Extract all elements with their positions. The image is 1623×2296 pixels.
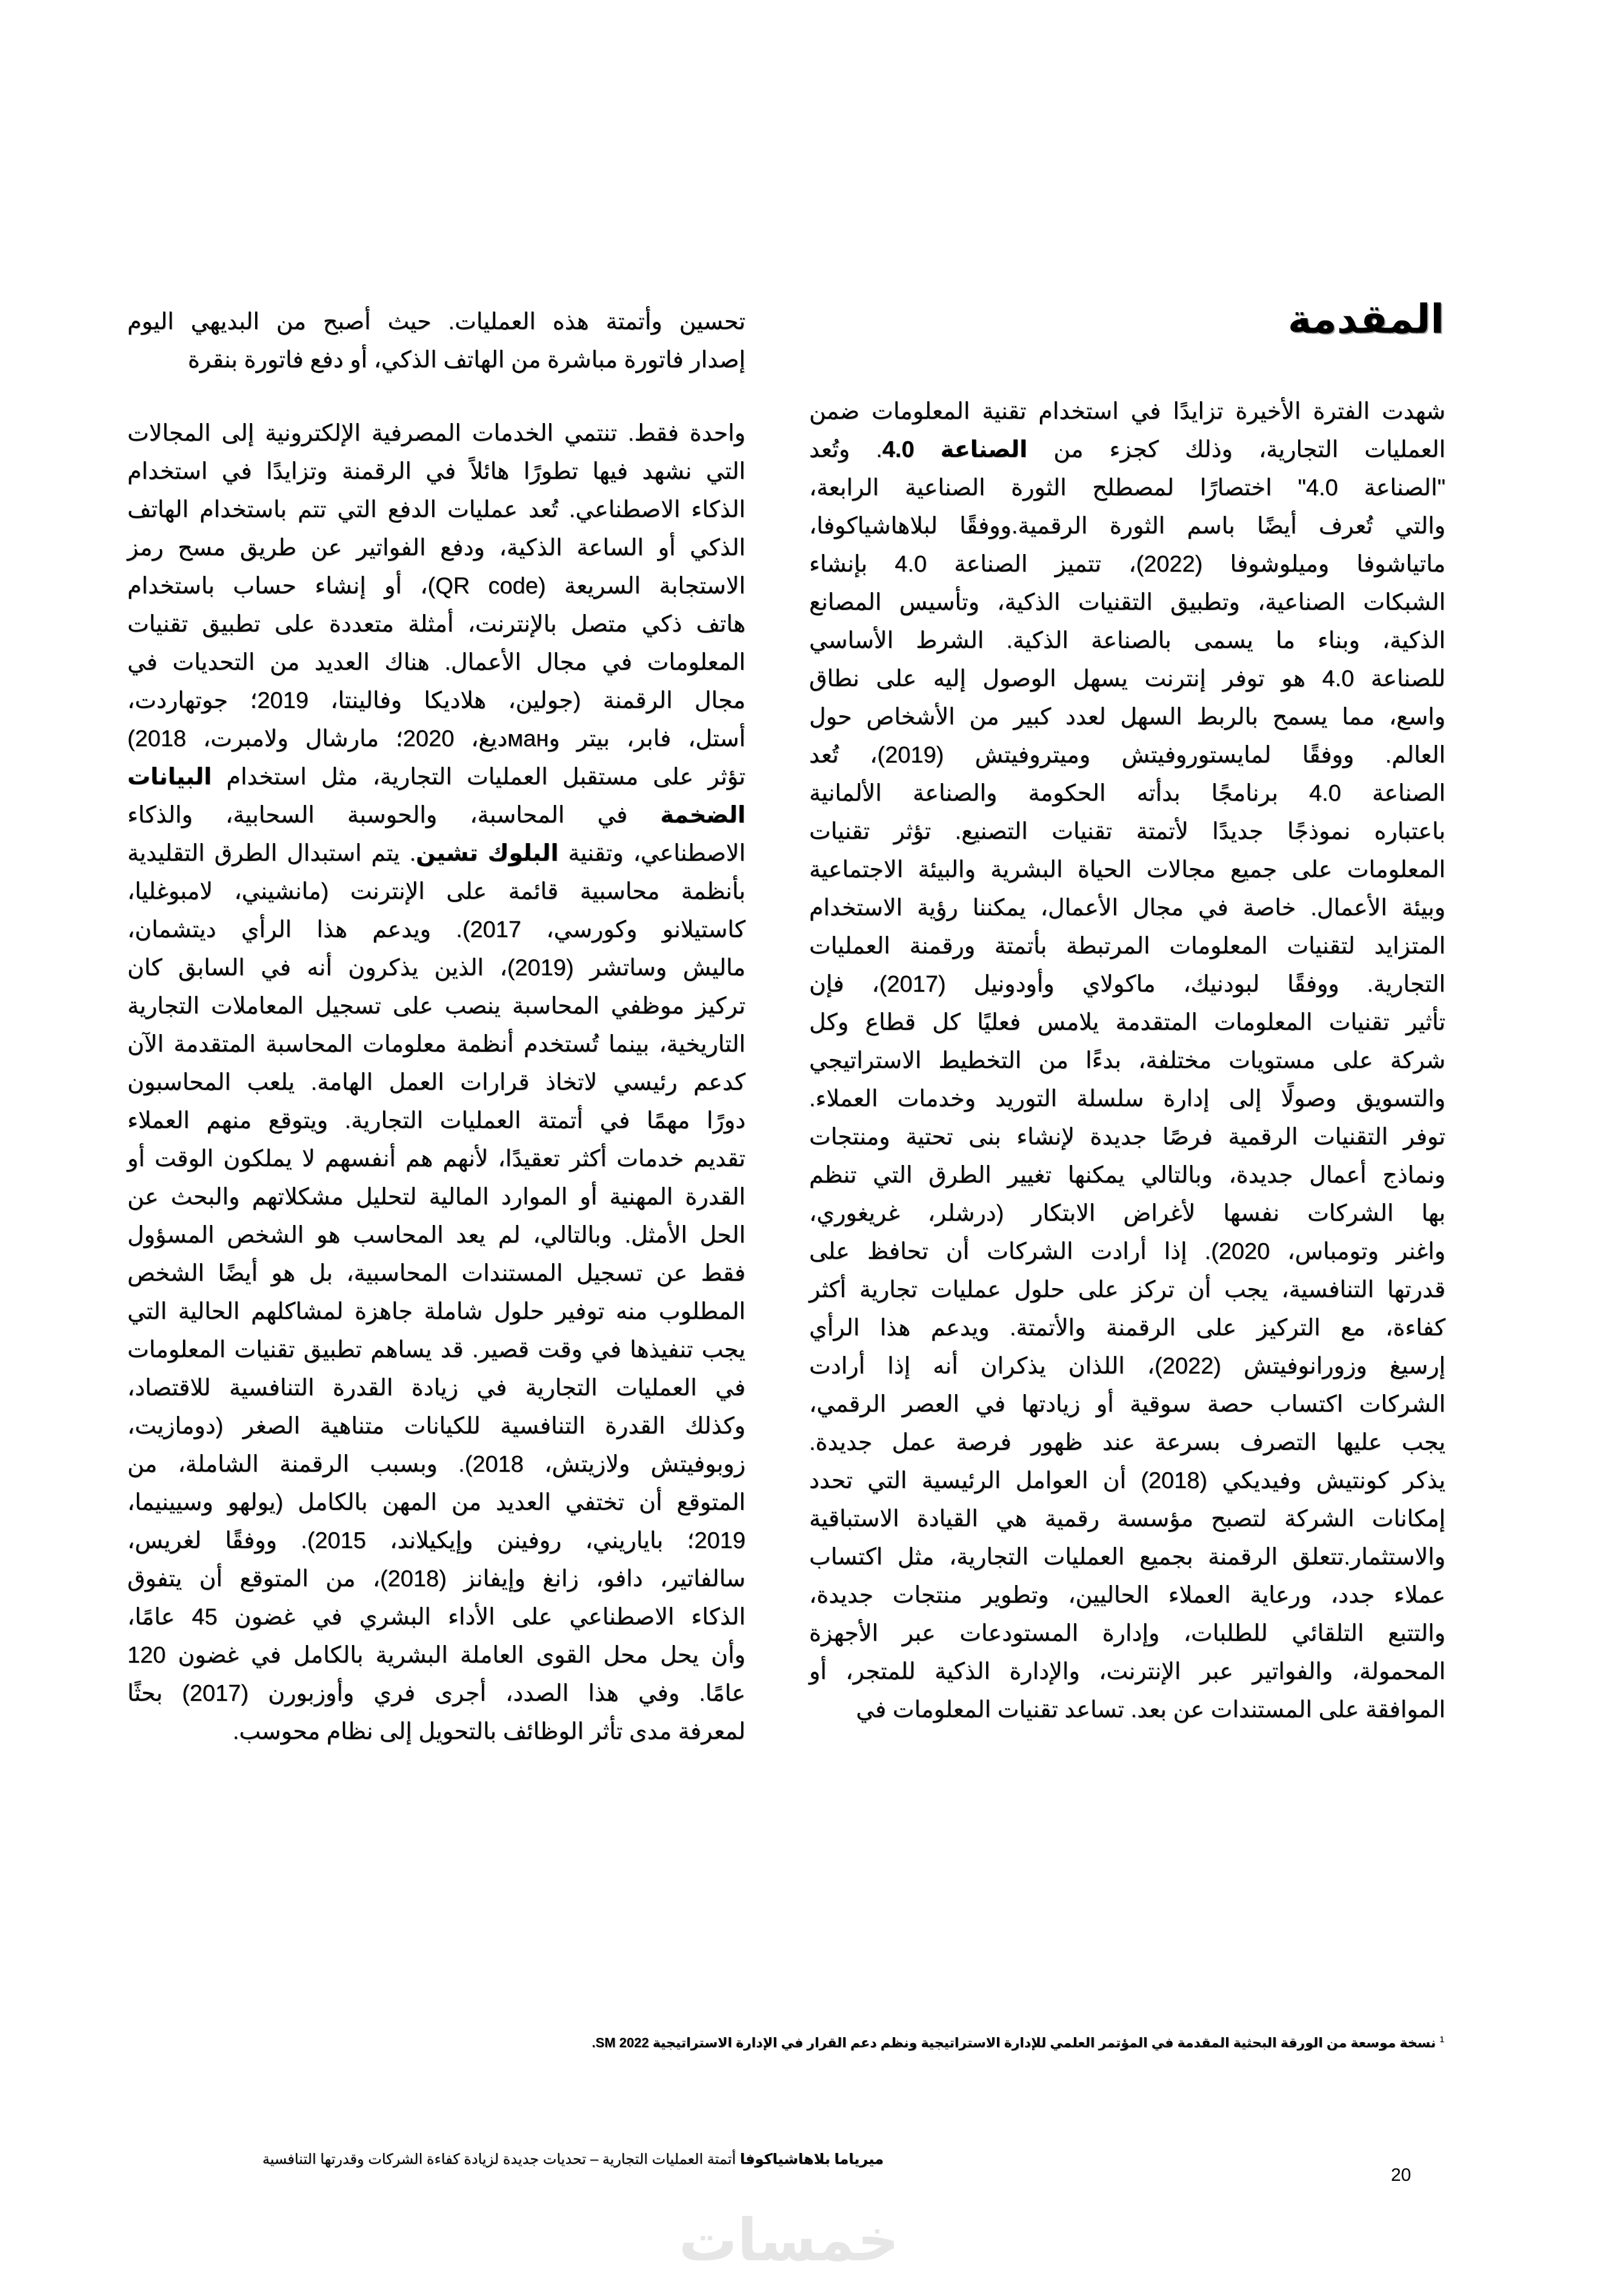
left-column-top bbox=[127, 303, 745, 379]
text-line: زوبوفيتش ولازيتش، 2018). وبسبب الرقمنة الشاملة، من bbox=[127, 1452, 746, 1477]
text-line: تأثير تقنيات المعلومات المتقدمة يلامس فعليًا كل قطاع وكل bbox=[809, 1010, 1445, 1035]
text-line: بها الشركات نفسها لأغراض الابتكار (درشلر، غريغوري، bbox=[809, 1201, 1445, 1226]
text-line: يجب تنفيذها في وقت قصير. قد يساهم تطبيق تقنيات المعلومات bbox=[127, 1337, 745, 1363]
text-line: عملاء جدد، ورعاية العملاء الحاليين، وتطوير منتجات جديدة، bbox=[809, 1583, 1445, 1608]
text-line: عامًا. وفي هذا الصدد، أجرى فري وأوزبورن (2017) بحثًا bbox=[127, 1681, 745, 1706]
text-line: مجال الرقمنة (جولين، هلاديكا وفالينتا، 2019؛ جوتهاردت، bbox=[127, 688, 745, 713]
text-line: "الصناعة 4.0" اختصارًا لمصطلح الثورة الصناعية الرابعة، bbox=[809, 475, 1445, 501]
text-line: سالفاتير، دافو، زانغ وإيفانز (2018)، من المتوقع أن يتفوق bbox=[127, 1566, 745, 1592]
text-line: الموافقة على المستندات عن بعد. تساعد تقنيات المعلومات في bbox=[856, 1697, 1445, 1723]
text-line: الضخمة في المحاسبة، والحوسبة السحابية، والذكاء bbox=[127, 803, 745, 828]
text-line: توفر التقنيات الرقمية فرصًا جديدة لإنشاء بنى تحتية ومنتجات bbox=[809, 1124, 1445, 1150]
text-line: شهدت الفترة الأخيرة تزايدًا في استخدام تقنية المعلومات ضمن bbox=[809, 399, 1445, 424]
footnote bbox=[592, 2034, 1444, 2051]
text-line: الحل الأمثل. وبالتالي، لم يعد المحاسب هو الشخص المسؤول bbox=[127, 1223, 745, 1248]
text-line: التي نشهد فيها تطورًا هائلاً في الرقمنة وتزايدًا في استخدام bbox=[127, 459, 745, 484]
text-line: ماليش وساتشر (2019)، الذين يذكرون أنه في السابق كان bbox=[127, 955, 745, 981]
text-line: التجارية. ووفقًا لبودنيك، ماكولاي وأودونيل (2017)، فإن bbox=[809, 972, 1445, 997]
text-line: كاستيلانو وكورسي، 2017). ويدعم هذا الرأي ديتشمان، bbox=[127, 917, 746, 943]
text-line: تركيز موظفي المحاسبة ينصب على تسجيل المعاملات التجارية bbox=[127, 993, 745, 1019]
footnote-marker: 1 bbox=[1439, 2034, 1444, 2044]
text-line: والاستثمار.تتعلق الرقمنة بجميع العمليات التجارية، مثل اكتساب bbox=[809, 1544, 1445, 1570]
text-line: الذكي أو الساعة الذكية، ودفع الفواتير عن طريق مسح رمز bbox=[127, 535, 745, 561]
page-number: 20 bbox=[1391, 2165, 1411, 2185]
text-line: المتزايد لتقنيات المعلومات المرتبطة بأتمتة ورقمنة العمليات bbox=[809, 933, 1445, 959]
footnote-text: نسخة موسعة من الورقة البحثية المقدمة في المؤتمر العلمي للإدارة الاستراتيجية ونظم دعم القرار في الإدارة الاستراتيجية SM 2022. bbox=[592, 2035, 1436, 2051]
text-line: الاصطناعي، وتقنية البلوك تشين. يتم استبدال الطرق التقليدية bbox=[127, 841, 745, 866]
right-column bbox=[809, 393, 1445, 1729]
text-line: الذكية، وبناء ما يسمى بالصناعة الذكية. الشرط الأساسي bbox=[809, 628, 1445, 653]
text-line: تؤثر على مستقبل العمليات التجارية، مثل استخدام البيانات bbox=[127, 764, 745, 790]
text-line: الذكاء الاصطناعي على الأداء البشري في غضون 45 عامًا، bbox=[127, 1604, 746, 1630]
text-line: واسع، مما يسمح بالربط السهل لعدد كبير من الأشخاص حول bbox=[809, 704, 1445, 730]
text-line: بأنظمة محاسبية قائمة على الإنترنت (مانشيني، لامبوغليا، bbox=[127, 879, 745, 904]
footer-article-title: أتمتة العمليات التجارية – تحديات جديدة لزيادة كفاءة الشركات وقدرتها التنافسية bbox=[262, 2151, 736, 2168]
text-line: يجب عليها التصرف بسرعة عند ظهور فرصة عمل جديدة. bbox=[809, 1430, 1445, 1455]
text-line: الذكاء الاصطناعي. تُعد عمليات الدفع التي تتم باستخدام الهاتف bbox=[127, 497, 745, 522]
text-line: التاريخية، بينما تُستخدم أنظمة معلومات المحاسبة المتقدمة الآن bbox=[127, 1032, 745, 1057]
text-line: شركة على مستويات مختلفة، بدءًا من التخطيط الاستراتيجي bbox=[809, 1048, 1446, 1073]
text-line: الشبكات الصناعية، وتطبيق التقنيات الذكية، وتأسيس المصانع bbox=[809, 590, 1445, 615]
text-line: العالم. ووفقًا لمايستوروفيتش وميتروفيتش (2019)، تُعد bbox=[809, 743, 1445, 768]
text-line: المتوقع أن تختفي العديد من المهن بالكامل (يولهو وسيينيما، bbox=[127, 1490, 745, 1515]
text-line: ماتياشوفا وميلوشوفا (2022)، تتميز الصناعة 4.0 بإنشاء bbox=[809, 552, 1445, 577]
text-line: المطلوب منه توفير حلول شاملة جاهزة لمشاكلهم الحالية التي bbox=[127, 1299, 745, 1324]
text-line: كفاءة، مع التركيز على الرقمنة والأتمتة. ويدعم هذا الرأي bbox=[809, 1315, 1445, 1341]
text-line: إرسيغ وزورانوفيتش (2022)، اللذان يذكران أنه إذا أرادت bbox=[809, 1353, 1445, 1379]
text-line: واغنر وتومباس، 2020). إذا أرادت الشركات أن تحافظ على bbox=[809, 1239, 1445, 1264]
text-line: المعلومات في مجال الأعمال. هناك العديد من التحديات في bbox=[127, 650, 745, 675]
text-line: إمكانات الشركة لتصبح مؤسسة رقمية هي القيادة الاستباقية bbox=[809, 1506, 1445, 1532]
text-line: العمليات التجارية، وذلك كجزء من الصناعة 4.0. وتُعد bbox=[809, 437, 1446, 462]
text-line: تحسين وأتمتة هذه العمليات. حيث أصبح من البديهي اليوم bbox=[127, 309, 745, 335]
text-line: المعلومات على جميع مجالات الحياة البشرية والبيئة الاجتماعية bbox=[809, 857, 1445, 883]
text-line: كدعم رئيسي لاتخاذ قرارات العمل الهامة. يلعب المحاسبون bbox=[127, 1070, 745, 1095]
left-column-main bbox=[127, 415, 745, 1751]
text-line: هاتف ذكي متصل بالإنترنت، أمثلة متعددة على تطبيق تقنيات bbox=[127, 612, 745, 637]
text-line: أستل، فابر، بيتر وманديغ، 2020؛ مارشال ولامبرت، 2018) bbox=[127, 726, 746, 752]
text-line: وأن يحل محل القوى العاملة البشرية بالكامل في غضون 120 bbox=[127, 1643, 745, 1668]
text-line: تقديم خدمات أكثر تعقيدًا، لأنهم هم أنفسهم لا يملكون الوقت أو bbox=[127, 1146, 745, 1172]
text-line: فقط عن تسجيل المستندات المحاسبية، بل هو أيضًا الشخص bbox=[127, 1261, 745, 1286]
section-heading: المقدمة bbox=[1287, 296, 1444, 341]
text-line: والتتبع التلقائي للطلبات، وإدارة المستودعات عبر الأجهزة bbox=[809, 1621, 1445, 1646]
text-line: واحدة فقط. تنتمي الخدمات المصرفية الإلكترونية إلى المجالات bbox=[127, 421, 745, 446]
footer-author: ميرياما بلاهاشياكوفا bbox=[739, 2151, 884, 2168]
running-footer bbox=[262, 2151, 884, 2168]
text-line: قدرتها التنافسية، يجب أن تركز على حلول عمليات تجارية أكثر bbox=[809, 1277, 1445, 1303]
text-line: وبيئة الأعمال. خاصة في مجال الأعمال، يمكننا رؤية الاستخدام bbox=[809, 895, 1445, 921]
text-line: دورًا مهمًا في أتمتة العمليات التجارية. ويتوقع منهم العملاء bbox=[127, 1108, 745, 1133]
text-line: والتي تُعرف أيضًا باسم الثورة الرقمية.ووفقًا لبلاهاشياكوفا، bbox=[809, 513, 1445, 539]
text-line: والتسويق وصولًا إلى إدارة سلسلة التوريد وخدمات العملاء. bbox=[809, 1086, 1445, 1112]
text-line: لمعرفة مدى تأثر الوظائف بالتحويل إلى نظام محوسب. bbox=[232, 1719, 745, 1744]
watermark-logo: خمسات bbox=[679, 2208, 899, 2273]
text-line: في العمليات التجارية في زيادة القدرة التنافسية للاقتصاد، bbox=[127, 1375, 745, 1401]
text-line: القدرة المهنية أو الموارد المالية لتحليل مشكلاتهم والبحث عن bbox=[127, 1184, 745, 1210]
text-line: الاستجابة السريعة (QR code)، أو إنشاء حساب باستخدام bbox=[127, 573, 745, 599]
text-line: 2019؛ باياريني، روفينن وإيكيلاند، 2015). ووفقًا لغريس، bbox=[127, 1528, 745, 1553]
text-line: إصدار فاتورة مباشرة من الهاتف الذكي، أو دفع فاتورة بنقرة bbox=[187, 347, 745, 373]
text-line: الشركات اكتساب حصة سوقية أو زيادتها في العصر الرقمي، bbox=[809, 1392, 1445, 1417]
text-line: باعتباره نموذجًا جديدًا لأتمتة تقنيات التصنيع. تؤثر تقنيات bbox=[809, 819, 1445, 844]
text-line: يذكر كونتيش وفيديكي (2018) أن العوامل الرئيسية التي تحدد bbox=[809, 1468, 1445, 1493]
text-line: للصناعة 4.0 هو توفر إنترنت يسهل الوصول إليه على نطاق bbox=[809, 666, 1445, 692]
text-line: ونماذج أعمال جديدة، وبالتالي يمكنها تغيير الطرق التي تنظم bbox=[809, 1163, 1445, 1188]
text-line: المحمولة، والفواتير عبر الإنترنت، والإدارة الذكية للمتجر، أو bbox=[809, 1659, 1445, 1684]
text-line: الصناعة 4.0 برنامجًا بدأته الحكومة والصناعة الألمانية bbox=[809, 781, 1445, 806]
text-line: وكذلك القدرة التنافسية للكيانات متناهية الصغر (دومازيت، bbox=[127, 1413, 745, 1439]
